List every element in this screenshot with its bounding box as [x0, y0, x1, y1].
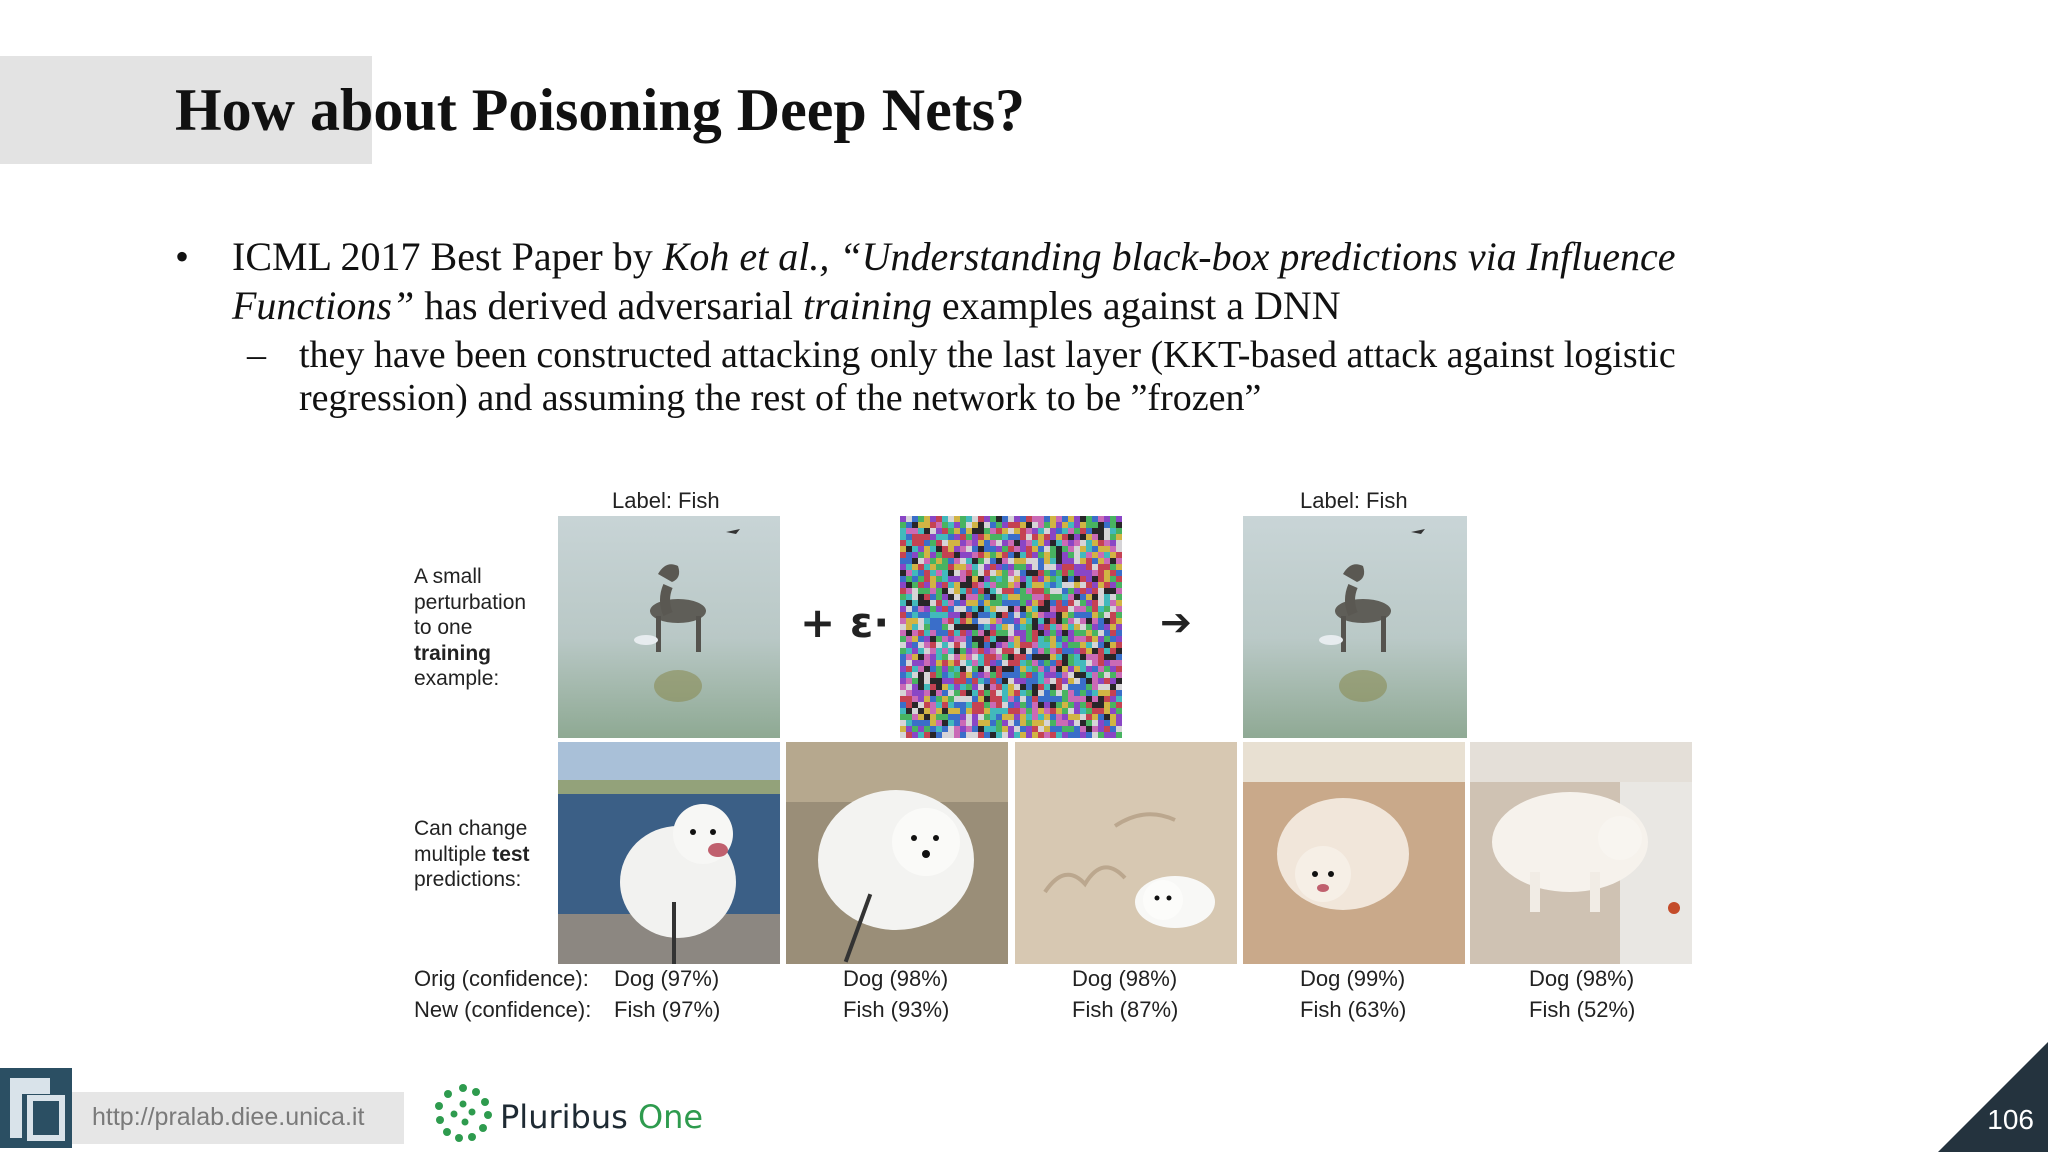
arrow-icon: ➔	[1160, 602, 1192, 644]
test-image-3	[1015, 742, 1237, 964]
bullet-suffix: examples against a DNN	[931, 283, 1341, 328]
test-image-5	[1470, 742, 1692, 964]
pred-orig-3: Dog (98%)	[1072, 966, 1178, 991]
pred-new-4: Fish (63%)	[1300, 997, 1407, 1022]
pred-new-2: Fish (93%)	[843, 997, 950, 1022]
test-image-4	[1243, 742, 1465, 964]
pred-new-1: Fish (97%)	[614, 997, 721, 1022]
bullet-paper-title: “Understanding black-box predictions via Influence Functions”	[232, 234, 1676, 328]
label-right: Label: Fish	[1300, 488, 1408, 513]
bullet-item	[175, 232, 1815, 330]
row2-caption	[414, 816, 530, 893]
bullet-list	[175, 232, 1815, 420]
row2-caption-line: Can change	[414, 817, 528, 840]
slide-title: How about Poisoning Deep Nets?	[175, 77, 1026, 143]
bullet-middle: has derived adversarial	[414, 283, 803, 328]
influence-figure	[400, 474, 1700, 1034]
row1-caption	[414, 564, 526, 692]
training-image-perturbed	[1243, 516, 1467, 738]
perturbation-noise	[900, 516, 1122, 738]
pred-orig-5: Dog (98%)	[1529, 966, 1635, 991]
row1-caption-line: example:	[414, 667, 500, 690]
row1-caption-bold: training	[414, 641, 491, 665]
pred-new-5: Fish (52%)	[1529, 997, 1636, 1022]
pred-orig-1: Dog (97%)	[614, 966, 720, 991]
new-confidence-label: New (confidence):	[414, 997, 592, 1022]
row2-caption-part: multiple	[414, 842, 493, 866]
footer-url[interactable]: http://pralab.diee.unica.it	[92, 1103, 365, 1131]
pralab-logo-icon	[0, 1068, 72, 1148]
row1-caption-line: A small	[414, 565, 482, 588]
label-left: Label: Fish	[612, 488, 720, 513]
bullet-dot: •	[175, 234, 190, 279]
pred-orig-4: Dog (99%)	[1300, 966, 1406, 991]
page-number: 106	[1987, 1104, 2034, 1135]
row1-caption-line: perturbation	[414, 590, 527, 614]
pluribus-one-logo-icon	[432, 1082, 494, 1144]
brand-part-b: One	[637, 1098, 704, 1136]
orig-confidence-label: Orig (confidence):	[414, 966, 589, 991]
plus-epsilon: + ε·	[800, 598, 890, 647]
row2-caption-bold: test	[492, 842, 530, 866]
brand-part-a: Pluribus	[500, 1098, 638, 1136]
pluribus-one-brand	[500, 1098, 703, 1136]
pred-orig-2: Dog (98%)	[843, 966, 949, 991]
row1-caption-line: to one	[414, 616, 473, 639]
pred-new-3: Fish (87%)	[1072, 997, 1179, 1022]
sub-bullet-text: they have been constructed attacking only the last layer (KKT-based attack against logistic regression) and assuming the rest of the network to be ”frozen”	[299, 334, 1676, 419]
test-image-2	[786, 742, 1008, 964]
training-image-original	[558, 516, 780, 738]
bullet-prefix: ICML 2017 Best Paper by	[232, 234, 663, 279]
bullet-emph: training	[802, 283, 932, 328]
sub-bullet-dash: –	[247, 334, 266, 376]
sub-bullet-item	[175, 334, 1815, 420]
row2-caption-line	[414, 842, 530, 868]
test-image-1	[558, 742, 780, 964]
bullet-authors: Koh et al.,	[662, 234, 840, 279]
row2-caption-line: predictions:	[414, 868, 522, 891]
